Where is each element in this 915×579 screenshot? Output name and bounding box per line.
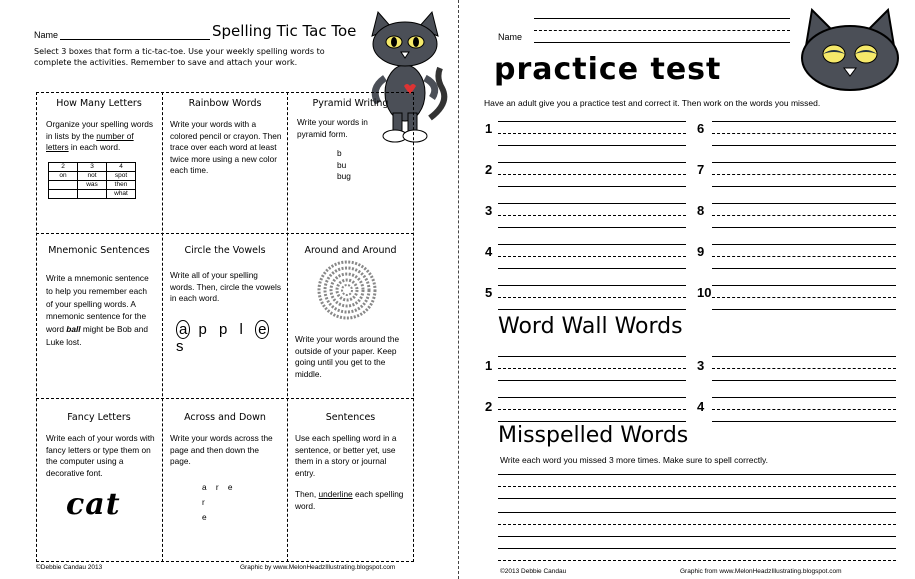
cell-text: Write your words across the page and then down the page. bbox=[170, 433, 273, 467]
page-divider bbox=[458, 0, 459, 579]
guide-line bbox=[712, 256, 896, 257]
guide-line bbox=[498, 560, 896, 561]
guide-line bbox=[498, 368, 686, 369]
writing-line[interactable] bbox=[498, 498, 896, 499]
name-line[interactable] bbox=[60, 39, 210, 40]
writing-line[interactable] bbox=[712, 309, 896, 310]
cell-title: Across and Down bbox=[184, 412, 266, 423]
cell-text: Write each of your words with fancy letters or type them on the computer using a decorative font. bbox=[46, 433, 155, 478]
number-label: 6 bbox=[697, 121, 705, 136]
guide-line bbox=[712, 215, 896, 216]
number-label: 8 bbox=[697, 203, 705, 218]
number-label: 5 bbox=[485, 285, 493, 300]
writing-line[interactable] bbox=[498, 244, 686, 245]
writing-line[interactable] bbox=[712, 145, 896, 146]
footer-copyright: ©Debbie Candau 2013 bbox=[36, 564, 103, 571]
misspelled-instructions: Write each word you missed 3 more times. Make sure to spell correctly. bbox=[500, 455, 768, 465]
cell-text: Use each spelling word in a sentence, or better yet, use them in a story or journal entry. bbox=[295, 433, 397, 478]
cell-title: Pyramid Writing bbox=[312, 98, 389, 109]
writing-line[interactable] bbox=[712, 268, 896, 269]
number-label: 2 bbox=[485, 162, 493, 177]
writing-line[interactable] bbox=[498, 536, 896, 537]
number-label: 10 bbox=[697, 285, 712, 300]
cell-text: Write all of your spelling words. Then, circle the vowels in each word. bbox=[170, 270, 281, 304]
cell-text: Write your words in pyramid form. bbox=[297, 117, 368, 139]
guide-line bbox=[712, 368, 896, 369]
number-label: 7 bbox=[697, 162, 705, 177]
writing-line[interactable] bbox=[712, 397, 896, 398]
writing-line[interactable] bbox=[498, 474, 896, 475]
misspelled-title: Misspelled Words bbox=[498, 423, 689, 448]
writing-line[interactable] bbox=[498, 309, 686, 310]
number-label: 1 bbox=[485, 121, 493, 136]
writing-line[interactable] bbox=[498, 145, 686, 146]
cell-title: Sentences bbox=[325, 412, 376, 423]
writing-line[interactable] bbox=[498, 356, 686, 357]
guide-line bbox=[712, 174, 896, 175]
cat-face-illustration bbox=[798, 6, 902, 94]
writing-line[interactable] bbox=[498, 268, 686, 269]
vowel-example: a p p l e s bbox=[176, 321, 286, 355]
footer-copyright-right: ©2013 Debbie Candau bbox=[500, 568, 567, 575]
cell-text-2: Then, underline each spelling word. bbox=[295, 489, 404, 511]
writing-line[interactable] bbox=[498, 380, 686, 381]
guide-line bbox=[498, 409, 686, 410]
cell-pyramid-writing[interactable] bbox=[289, 98, 412, 183]
writing-line[interactable] bbox=[498, 227, 686, 228]
writing-line[interactable] bbox=[712, 121, 896, 122]
grid-line bbox=[287, 92, 288, 562]
guide-line bbox=[498, 297, 686, 298]
cell-text: Write your words around the outside of your paper. Keep going until you get to the middle. bbox=[295, 334, 400, 379]
number-label: 3 bbox=[697, 358, 705, 373]
footer-credit-right: Graphic from www.MelonHeadzIllustrating.blogspot.com bbox=[680, 568, 842, 575]
cell-fancy-letters[interactable] bbox=[38, 412, 160, 522]
name-line[interactable] bbox=[534, 18, 790, 19]
guide-line bbox=[498, 174, 686, 175]
writing-line[interactable] bbox=[498, 186, 686, 187]
grid-line bbox=[36, 398, 414, 399]
instructions: Select 3 boxes that form a tic-tac-toe. Use your weekly spelling words to complete the activities. Remember to save and attach your work. bbox=[34, 47, 325, 67]
cell-title: Mnemonic Sentences bbox=[48, 245, 150, 256]
writing-line[interactable] bbox=[498, 397, 686, 398]
name-guide-line bbox=[534, 30, 790, 31]
writing-line[interactable] bbox=[712, 421, 896, 422]
writing-line[interactable] bbox=[712, 227, 896, 228]
number-label: 2 bbox=[485, 399, 493, 414]
writing-line[interactable] bbox=[498, 421, 686, 422]
cell-how-many-letters[interactable] bbox=[38, 98, 160, 199]
guide-line bbox=[498, 133, 686, 134]
cell-title: Fancy Letters bbox=[67, 412, 131, 423]
writing-line[interactable] bbox=[498, 162, 686, 163]
cell-circle-the-vowels[interactable] bbox=[164, 245, 286, 355]
writing-line[interactable] bbox=[498, 285, 686, 286]
number-label: 4 bbox=[485, 244, 493, 259]
guide-line bbox=[712, 133, 896, 134]
cell-rainbow-words[interactable] bbox=[164, 98, 286, 177]
cell-across-and-down[interactable] bbox=[164, 412, 286, 525]
across-down-example: a r e r e bbox=[202, 481, 233, 522]
fancy-letters-example: cat bbox=[66, 487, 121, 523]
writing-line[interactable] bbox=[712, 203, 896, 204]
writing-line[interactable] bbox=[498, 512, 896, 513]
guide-line bbox=[498, 256, 686, 257]
cell-title: Around and Around bbox=[304, 245, 397, 256]
number-label: 9 bbox=[697, 244, 705, 259]
grid-line bbox=[162, 92, 163, 562]
practice-test-title: practice test bbox=[494, 52, 722, 87]
guide-line bbox=[498, 215, 686, 216]
pyramid-example: b bu bug bbox=[337, 148, 351, 182]
number-label: 1 bbox=[485, 358, 493, 373]
writing-line[interactable] bbox=[712, 162, 896, 163]
name-label-right: Name bbox=[498, 32, 523, 42]
cell-text: Write a mnemonic sentence to help you remember each of your spelling words. A mnemonic sentence for the word ball might be Bob and Luke lost. bbox=[46, 273, 149, 347]
grid-line bbox=[36, 233, 414, 234]
name-baseline[interactable] bbox=[534, 42, 790, 43]
writing-line[interactable] bbox=[712, 186, 896, 187]
guide-line bbox=[712, 297, 896, 298]
cell-title: Rainbow Words bbox=[188, 98, 262, 109]
cell-mnemonic-sentences[interactable] bbox=[38, 245, 160, 349]
writing-line[interactable] bbox=[712, 380, 896, 381]
letters-table: 2 3 4 on not spot was then what bbox=[48, 162, 136, 199]
cell-sentences[interactable] bbox=[289, 412, 412, 513]
word-wall-title: Word Wall Words bbox=[498, 314, 683, 339]
writing-line[interactable] bbox=[498, 203, 686, 204]
name-label: Name bbox=[34, 30, 59, 40]
writing-line[interactable] bbox=[498, 121, 686, 122]
page-title: Spelling Tic Tac Toe bbox=[212, 22, 357, 40]
writing-line[interactable] bbox=[712, 244, 896, 245]
writing-line[interactable] bbox=[498, 548, 896, 549]
cell-around-and-around[interactable] bbox=[289, 245, 412, 380]
guide-line bbox=[498, 524, 896, 525]
cell-title: How Many Letters bbox=[56, 98, 142, 109]
number-label: 4 bbox=[697, 399, 705, 414]
cell-text: Organize your spelling words in lists by the number of letters in each word. bbox=[46, 119, 153, 153]
guide-line bbox=[712, 409, 896, 410]
guide-line bbox=[498, 486, 896, 487]
number-label: 3 bbox=[485, 203, 493, 218]
cell-text: Write your words with a colored pencil or crayon. Then trace over each word at least twice more using a new color each time. bbox=[170, 119, 282, 176]
spiral-graphic bbox=[317, 260, 377, 320]
practice-test-instructions: Have an adult give you a practice test and correct it. Then work on the words you missed. bbox=[484, 98, 821, 108]
footer-credit: Graphic by www.MelonHeadzIllustrating.blogspot.com bbox=[240, 564, 396, 571]
writing-line[interactable] bbox=[712, 285, 896, 286]
cell-title: Circle the Vowels bbox=[184, 245, 266, 256]
writing-line[interactable] bbox=[712, 356, 896, 357]
